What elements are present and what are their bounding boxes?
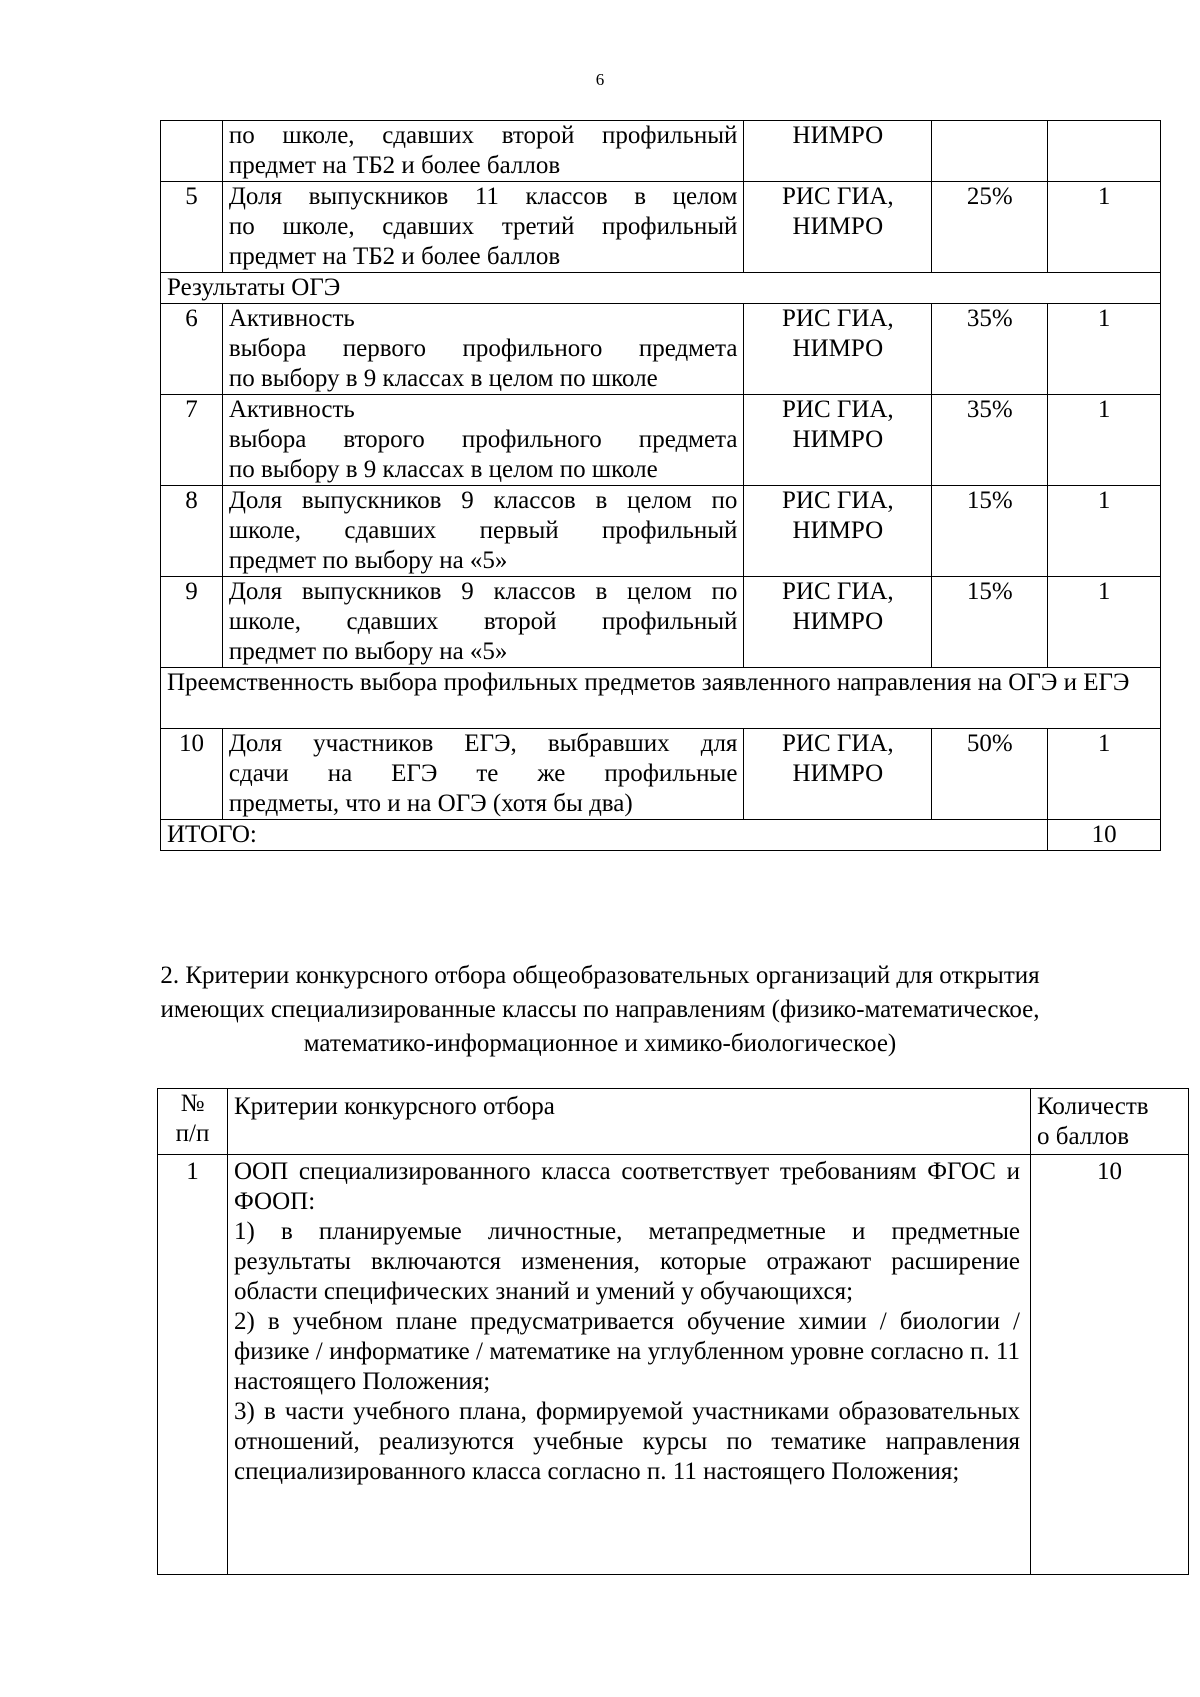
points-value: 1: [1048, 729, 1161, 820]
data-source: РИС ГИА, НИМРО: [744, 486, 932, 577]
table-row: [161, 395, 1161, 486]
indicators-table: [160, 120, 1161, 851]
points-value: [1048, 121, 1161, 182]
threshold-value: 15%: [932, 577, 1048, 668]
total-row: [161, 820, 1161, 851]
points-value: 1: [1048, 395, 1161, 486]
threshold-value: 35%: [932, 395, 1048, 486]
criteria-paragraph: 1) в планируемые личностные, метапредметные и предметные результаты включаются изменения, которые отражают расширение области специфических знаний и умений у обучающихся;: [234, 1218, 1020, 1305]
criteria-paragraph: 2) в учебном плане предусматривается обучение химии / биологии / физике / информатике / математике на углубленном уровне согласно п. 11 настоящего Положения;: [234, 1308, 1020, 1395]
section-header-row: [161, 668, 1161, 729]
points-value: 1: [1048, 486, 1161, 577]
points-value: 1: [1048, 577, 1161, 668]
section-2-title: 2. Критерии конкурсного отбора общеобразовательных организаций для открытия имеющих специализированные классы по направлениям (физико-математическое, математико-информационное и химико-биологическое): [160, 962, 1040, 1057]
indicator-text: Доля выпускников 9 классов в целом по школе, сдавших первый профильный предмет по выбору на «5»: [222, 486, 744, 577]
row-number: [161, 121, 223, 182]
header-points: Количеств о баллов: [1031, 1089, 1189, 1155]
data-source: РИС ГИА, НИМРО: [744, 304, 932, 395]
table-row: [161, 486, 1161, 577]
threshold-value: 25%: [932, 182, 1048, 273]
threshold-value: 35%: [932, 304, 1048, 395]
threshold-value: 50%: [932, 729, 1048, 820]
header-number: № п/п: [158, 1089, 228, 1155]
section-continuity-title: Преемственность выбора профильных предметов заявленного направления на ОГЭ и ЕГЭ: [161, 668, 1161, 729]
table-header-row: [158, 1089, 1189, 1155]
data-source: РИС ГИА, НИМРО: [744, 395, 932, 486]
indicator-text: по школе, сдавших второй профильный предмет на ТБ2 и более баллов: [222, 121, 744, 182]
points-value: 1: [1048, 304, 1161, 395]
data-source: НИМРО: [744, 121, 932, 182]
points-value: 10: [1031, 1155, 1189, 1575]
indicator-text: Доля выпускников 11 классов в целом по школе, сдавших третий профильный предмет на ТБ2 и более баллов: [222, 182, 744, 273]
data-source: РИС ГИА, НИМРО: [744, 729, 932, 820]
criteria-paragraph: ООП специализированного класса соответствует требованиям ФГОС и ФООП:: [234, 1158, 1020, 1215]
row-number: 8: [161, 486, 223, 577]
table-row: [161, 182, 1161, 273]
indicator-text: Активность выбора второго профильного предмета по выбору в 9 классах в целом по школе: [222, 395, 744, 486]
section-oge-title: Результаты ОГЭ: [161, 273, 1161, 304]
indicator-text: Доля выпускников 9 классов в целом по школе, сдавших второй профильный предмет по выбору на «5»: [222, 577, 744, 668]
indicator-text: Активность выбора первого профильного предмета по выбору в 9 классах в целом по школе: [222, 304, 744, 395]
threshold-value: 15%: [932, 486, 1048, 577]
criteria-text: [228, 1155, 1031, 1575]
threshold-value: [932, 121, 1048, 182]
table-row: [161, 577, 1161, 668]
row-number: 5: [161, 182, 223, 273]
row-number: 1: [158, 1155, 228, 1575]
total-label: ИТОГО:: [161, 820, 1048, 851]
row-number: 10: [161, 729, 223, 820]
total-value: 10: [1048, 820, 1161, 851]
table-row: [161, 729, 1161, 820]
header-criteria: Критерии конкурсного отбора: [228, 1089, 1031, 1155]
indicator-text: Доля участников ЕГЭ, выбравших для сдачи на ЕГЭ те же профильные предметы, что и на ОГЭ (хотя бы два): [222, 729, 744, 820]
data-source: РИС ГИА, НИМРО: [744, 577, 932, 668]
criteria-paragraph: 3) в части учебного плана, формируемой участниками образовательных отношений, реализуются учебные курсы по тематике направления специализированного класса согласно п. 11 настоящего Положения;: [234, 1398, 1020, 1485]
data-source: РИС ГИА, НИМРО: [744, 182, 932, 273]
table-row: [158, 1155, 1189, 1575]
row-number: 6: [161, 304, 223, 395]
points-value: 1: [1048, 182, 1161, 273]
table-row: [161, 304, 1161, 395]
criteria-table: [157, 1088, 1189, 1575]
section-header-row: [161, 273, 1161, 304]
row-number: 9: [161, 577, 223, 668]
page-number: 6: [595, 70, 605, 89]
row-number: 7: [161, 395, 223, 486]
table-row: [161, 121, 1161, 182]
